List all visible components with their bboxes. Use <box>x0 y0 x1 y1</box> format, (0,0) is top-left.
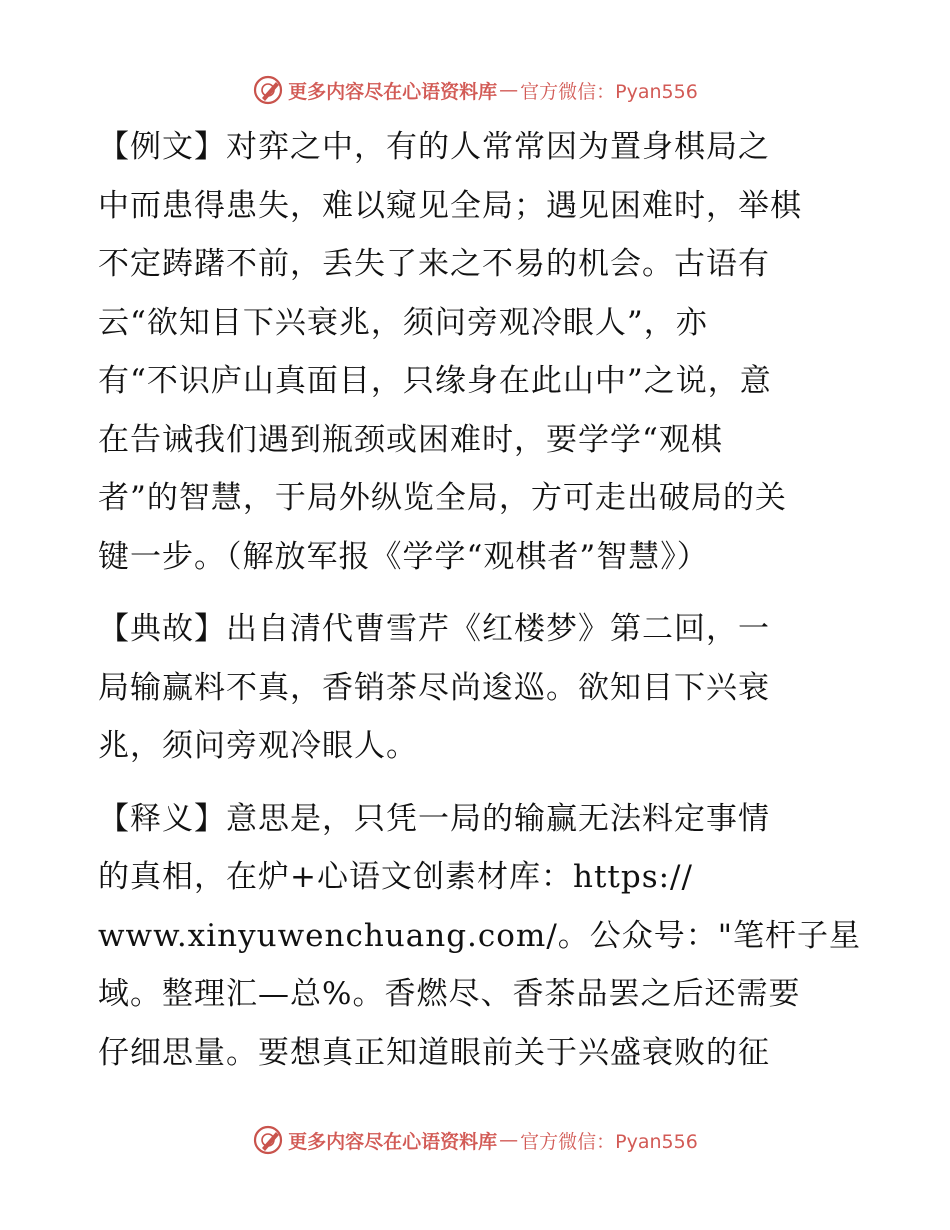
watermark-separator: — <box>499 1129 519 1151</box>
logo-icon <box>252 1124 284 1156</box>
text-line: 域。整理汇—总%。香燃尽、香茶品罢之后还需要 <box>98 976 801 1012</box>
watermark-sub-text: 官方微信：Pyan556 <box>520 1130 698 1153</box>
text-line: 键一步。（解放军报《学学“观棋者”智慧》） <box>98 538 709 575</box>
text-line: 云“欲知目下兴衰兆，须问旁观冷眼人”，亦 <box>98 304 708 341</box>
paragraph-example <box>98 118 858 586</box>
text-line: www.xinyuwenchuang.com/。公众号："笔杆子星 <box>98 917 862 954</box>
header-watermark <box>0 72 950 108</box>
document-body <box>98 118 862 1096</box>
text-line: 不定踌躇不前，丢失了来之不易的机会。古语有 <box>98 246 770 282</box>
text-line: 局输赢料不真，香销茶尽尚逡巡。欲知目下兴衰 <box>98 669 770 706</box>
text-line: 兆，须问旁观冷眼人。 <box>98 728 418 764</box>
text-line: 仔细思量。要想真正知道眼前关于兴盛衰败的征 <box>98 1034 770 1071</box>
watermark-main-text: 更多内容尽在心语资料库 <box>288 80 498 103</box>
paragraph-allusion <box>98 600 858 776</box>
text-line: 【释义】意思是，只凭一局的输赢无法料定事情 <box>98 800 770 837</box>
text-line: 者”的智慧，于局外纵览全局，方可走出破局的关 <box>98 480 787 516</box>
text-line: 中而患得患失，难以窥见全局；遇见困难时，举棋 <box>98 187 802 224</box>
watermark-main-text: 更多内容尽在心语资料库 <box>288 1130 498 1153</box>
text-line: 有“不识庐山真面目，只缘身在此山中”之说，意 <box>98 363 772 399</box>
paragraph-meaning <box>98 790 862 1083</box>
logo-icon <box>252 74 284 106</box>
watermark-sub-text: 官方微信：Pyan556 <box>520 80 698 103</box>
text-line: 的真相，在炉+心语文创素材库：https:// <box>98 859 693 895</box>
footer-watermark <box>0 1122 950 1158</box>
text-line: 【典故】出自清代曹雪芹《红楼梦》第二回，一 <box>98 611 770 647</box>
text-line: 【例文】对弈之中，有的人常常因为置身棋局之 <box>98 129 770 165</box>
text-line: 在告诫我们遇到瓶颈或困难时，要学学“观棋 <box>98 421 723 458</box>
watermark-separator: — <box>499 79 519 101</box>
